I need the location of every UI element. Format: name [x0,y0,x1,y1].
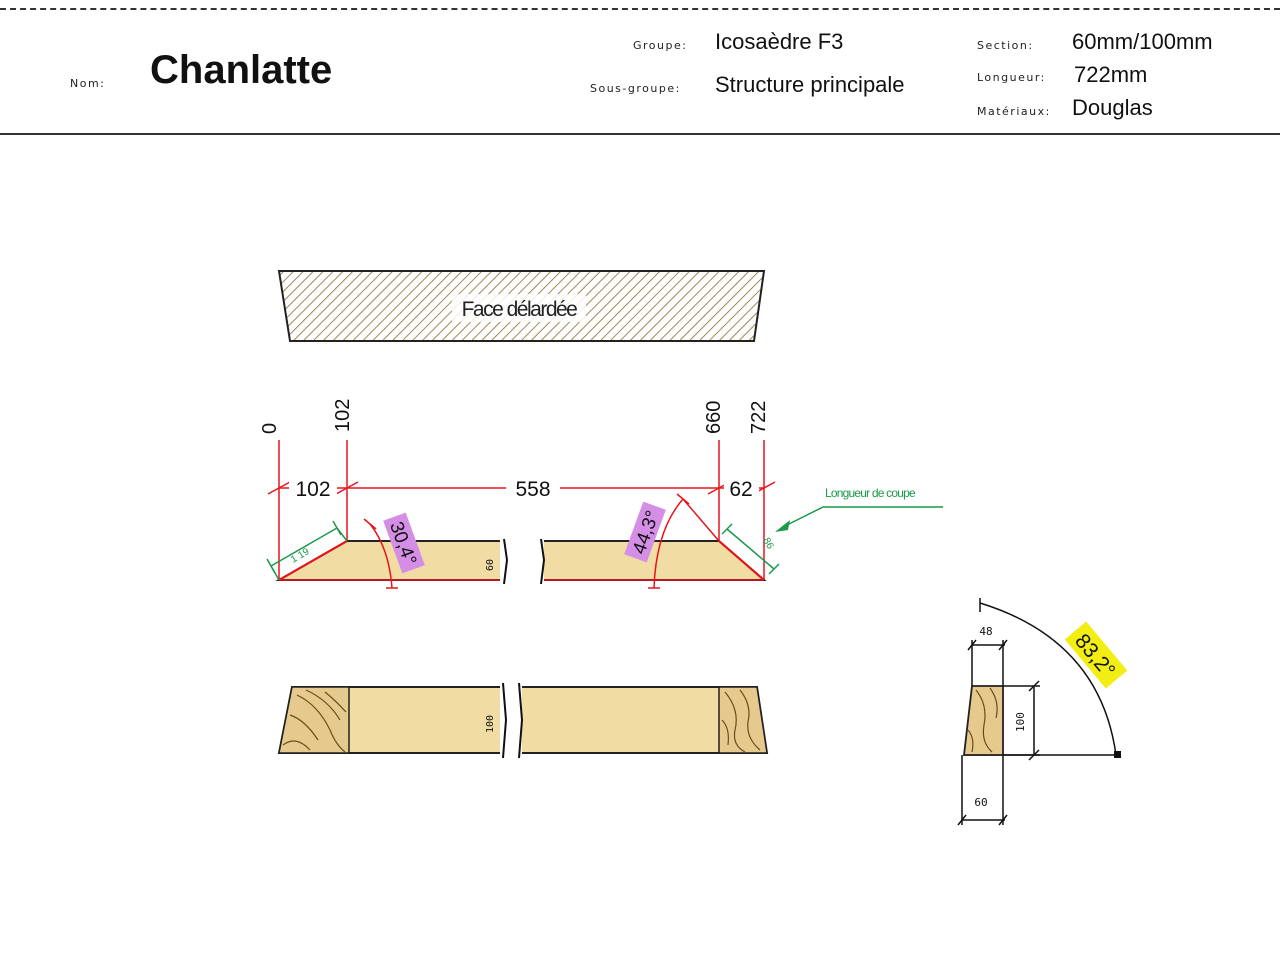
section-height-label: 100 [1014,712,1027,732]
materiaux-value: Douglas [1072,95,1153,120]
face-label: Face délardée [461,298,577,321]
groupe-label: Groupe: [633,39,688,52]
right-end-grain [719,687,767,753]
segment-558: 558 [515,478,551,501]
section-value: 60mm/100mm [1072,29,1213,54]
section-angle-label: 83,2° [1070,629,1120,683]
sousgroupe-value: Structure principale [715,72,905,97]
materiaux-label: Matériaux: [977,105,1051,118]
position-722: 722 [748,400,770,434]
section-angle-endpoint [1114,751,1121,758]
section-shape [964,686,1003,755]
section-bottom-width-label: 60 [974,796,988,809]
sousgroupe-label: Sous-groupe: [590,82,681,95]
longueur-value: 722mm [1074,62,1148,87]
groupe-value: Icosaèdre F3 [715,29,844,54]
cut-note-label: Longueur de coupe [825,486,915,500]
diag-left-label: 1 19 [289,546,312,566]
right-angle-ray [683,499,719,541]
nom-label: Nom: [70,77,106,90]
segment-62: 62 [729,478,753,501]
segment-102: 102 [295,478,331,501]
angle-left-label: 30,4° [385,518,421,569]
position-660: 660 [703,400,725,434]
position-102: 102 [332,398,354,432]
left-end-grain [279,687,349,753]
angle-right-label: 44,3° [628,507,664,558]
diag-right-label: 86 [760,536,776,552]
cut-note-leader [783,507,943,527]
height-60-label: 60 [485,558,496,571]
longueur-label: Longueur: [977,71,1046,84]
section-top-width-label: 48 [979,625,993,638]
cut-note-arrow-head [775,520,790,532]
section-angle-badge [1065,621,1128,688]
section-label: Section: [977,39,1034,52]
piece-name: Chanlatte [150,48,333,92]
position-0: 0 [259,422,281,434]
height-100-label: 100 [485,714,496,733]
